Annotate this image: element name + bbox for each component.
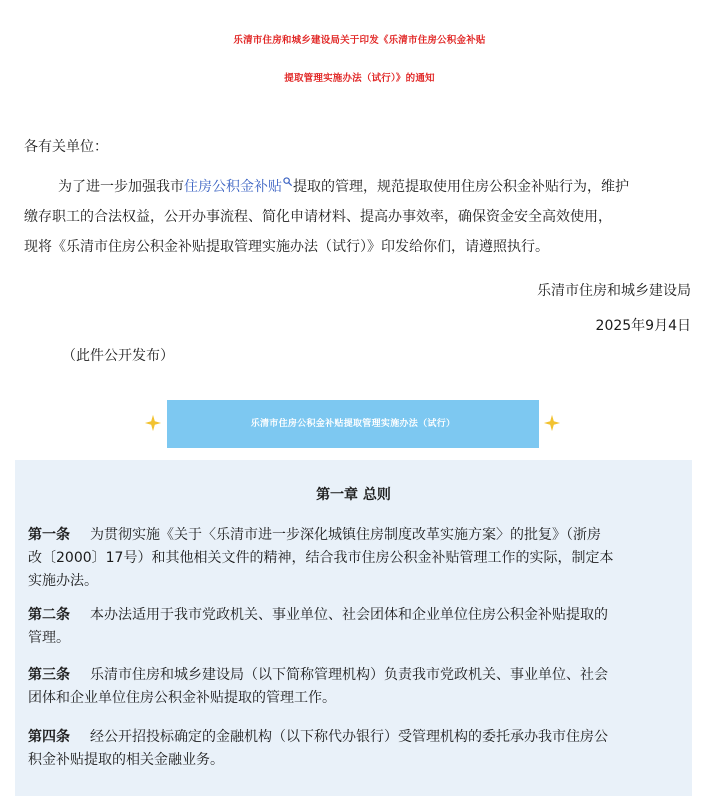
sparkle-icon	[543, 414, 561, 432]
signing-date: 2025年9月4日	[595, 318, 691, 334]
article-line: 实施办法。	[28, 573, 98, 589]
notice-title	[0, 22, 719, 98]
article-line	[28, 524, 678, 547]
article-line: 积金补贴提取的相关金融业务。	[28, 752, 224, 768]
article-1	[28, 524, 678, 593]
article-text: 经公开招投标确定的金融机构（以下称代办银行）受管理机构的委托承办我市住房公	[90, 729, 608, 745]
notice-body-line-2: 缴存职工的合法权益，公开办事流程、简化申请材料、提高办事效率，确保资金安全高效使用，	[24, 209, 612, 225]
article-line	[28, 604, 678, 627]
article-line	[28, 726, 678, 749]
article-2	[28, 604, 678, 650]
article-label: 第四条	[28, 729, 70, 745]
article-text: 乐清市住房和城乡建设局（以下简称管理机构）负责我市党政机关、事业单位、社会	[90, 667, 608, 683]
notice-body-line-1	[24, 172, 696, 202]
chapter-title: 第一章 总则	[316, 487, 391, 503]
signing-organization: 乐清市住房和城乡建设局	[537, 283, 691, 299]
article-label: 第一条	[28, 527, 70, 543]
article-line: 改〔2000〕17号）和其他相关文件的精神，结合我市住房公积金补贴管理工作的实际，制定本	[28, 550, 614, 566]
notice-title-line-2: 提取管理实施办法（试行）》的通知	[284, 73, 435, 84]
notice-body-text: 提取的管理，规范提取使用住房公积金补贴行为，维护	[293, 179, 629, 195]
article-line: 管理。	[28, 630, 70, 646]
article-3	[28, 664, 678, 710]
search-icon	[283, 177, 292, 186]
article-4	[28, 726, 678, 772]
article-text: 本办法适用于我市党政机关、事业单位、社会团体和企业单位住房公积金补贴提取的	[90, 607, 608, 623]
addressee: 各有关单位：	[24, 139, 108, 155]
article-label: 第二条	[28, 607, 70, 623]
notice-body-line-3: 现将《乐清市住房公积金补贴提取管理实施办法（试行）》印发给你们，请遵照执行。	[24, 239, 549, 255]
public-release-note: （此件公开发布）	[62, 348, 174, 364]
notice-title-line-1: 乐清市住房和城乡建设局关于印发《乐清市住房公积金补贴	[233, 35, 486, 46]
regulation-content	[15, 460, 692, 796]
notice-body	[24, 172, 696, 262]
attachment-title-banner: 乐清市住房公积金补贴提取管理实施办法（试行）	[167, 400, 539, 448]
sparkle-icon	[144, 414, 162, 432]
article-line: 团体和企业单位住房公积金补贴提取的管理工作。	[28, 690, 336, 706]
attachment-banner	[0, 400, 719, 448]
article-label: 第三条	[28, 667, 70, 683]
housing-fund-subsidy-link[interactable]	[184, 179, 293, 195]
article-line	[28, 664, 678, 687]
housing-fund-subsidy-link-text: 住房公积金补贴	[184, 179, 282, 195]
notice-body-text: 为了进一步加强我市	[58, 179, 184, 195]
article-text: 为贯彻实施《关于〈乐清市进一步深化城镇住房制度改革实施方案〉的批复》（浙房	[90, 527, 601, 543]
